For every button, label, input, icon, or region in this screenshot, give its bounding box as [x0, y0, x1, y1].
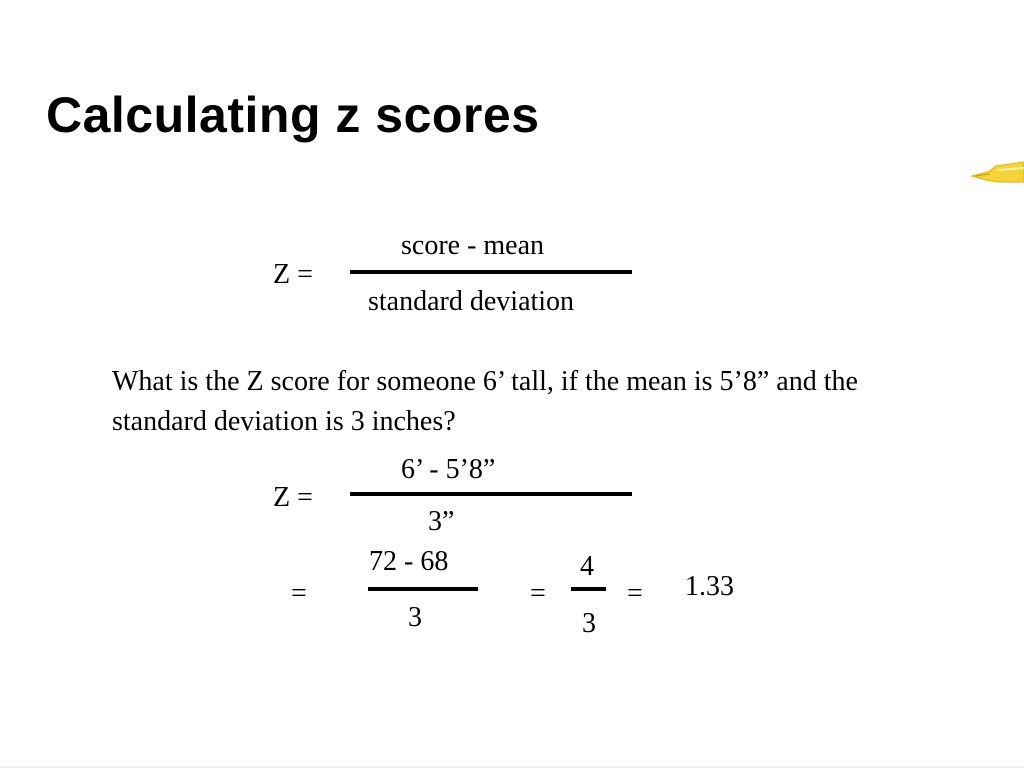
worked-numerator: 6’ - 5’8” — [401, 454, 496, 485]
formula-fraction-bar — [350, 270, 632, 274]
step2-numerator: 72 - 68 — [369, 546, 449, 577]
question-text: What is the Z score for someone 6’ tall, if the mean is 5’8” and the standard deviation is 3 inches? — [112, 366, 858, 437]
worked-fraction-bar — [350, 492, 632, 496]
step2-denominator-2: 3 — [582, 608, 596, 639]
formula-numerator: score - mean — [401, 230, 545, 261]
step2-denominator: 3 — [408, 602, 422, 633]
formula-denominator: standard deviation — [368, 286, 575, 317]
formula-lhs: Z = — [273, 259, 313, 290]
step2-equals-1: = — [291, 578, 307, 609]
step2-numerator-2: 4 — [580, 551, 594, 582]
step2-fraction-bar-2 — [571, 587, 606, 591]
step2-fraction-bar — [368, 587, 478, 591]
worked-lhs: Z = — [273, 482, 313, 513]
step2-equals-2: = — [530, 578, 546, 609]
step2-equals-3: = — [627, 578, 643, 609]
slide-title: Calculating z scores — [46, 87, 540, 143]
highlighter-marker-icon — [968, 160, 1024, 186]
result-value: 1.33 — [685, 571, 734, 602]
worked-denominator: 3” — [428, 506, 455, 537]
